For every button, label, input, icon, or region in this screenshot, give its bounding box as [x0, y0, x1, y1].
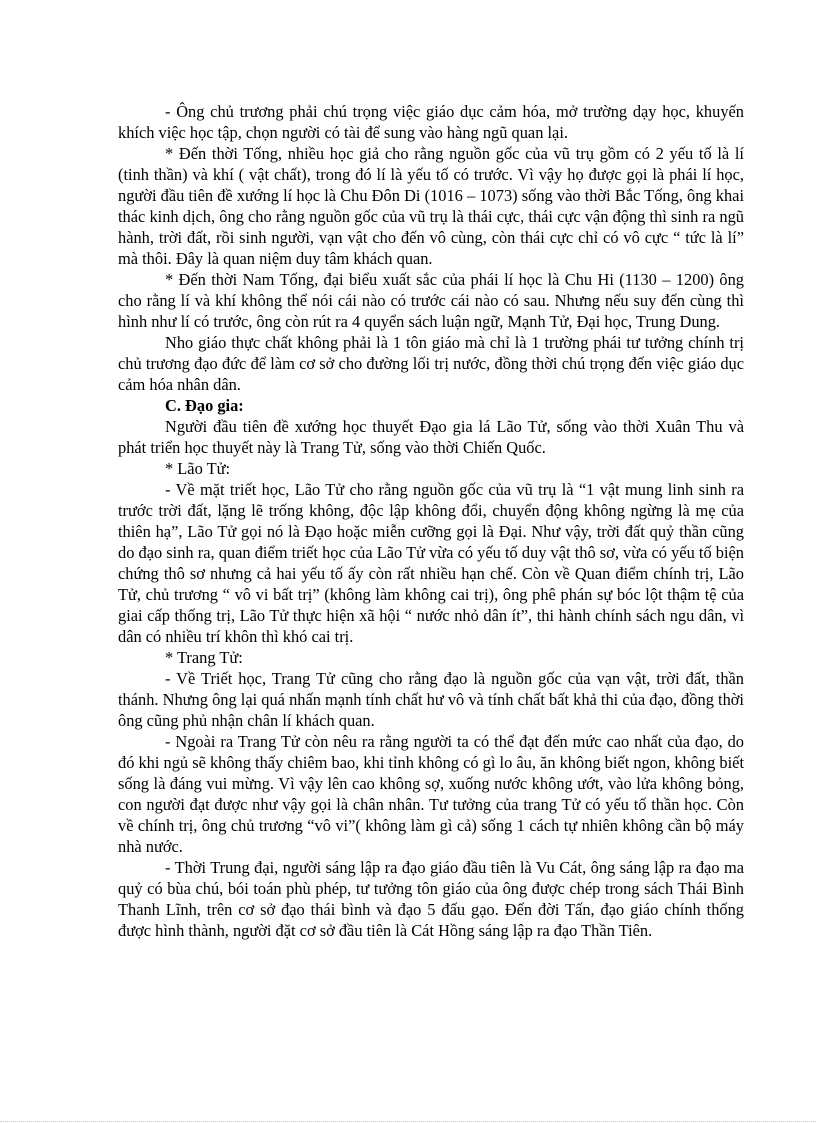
page-bottom-border — [0, 1121, 816, 1122]
paragraph: - Về mặt triết học, Lão Tử cho rằng nguồn gốc của vũ trụ là “1 vật mung linh sinh ra trước trời đất, lặng lẽ trống không, độc lập không đổi, chuyển động không ngừng là mẹ của thiên hạ”, Lão Tử gọi nó là Đạo hoặc miễn cưỡng gọi là Đại. Như vậy, trời đất quỷ thần cũng do đạo sinh ra, quan điểm triết học của Lão Tử vừa có yếu tố duy vật thô sơ, vừa có yếu tố biện chứng thô sơ nhưng cả hai yếu tố ấy còn rất nhiều hạn chế. Còn về Quan điểm chính trị, Lão Tử, chủ trương “ vô vi bất trị” (không làm không cai trị), ông phê phán sự bóc lột thậm tệ của giai cấp thống trị, Lão Tử thực hiện xã hội “ nước nhỏ dân ít”, thi hành chính sách ngu dân, vì dân có nhiều trí khôn thì khó cai trị. — [118, 480, 744, 646]
paragraph: - Ngoài ra Trang Tử còn nêu ra rằng người ta có thể đạt đến mức cao nhất của đạo, do đó khi ngủ sẽ không thấy chiêm bao, khi tỉnh không có gì lo âu, ăn không biết ngon, không biết sống là đáng vui mừng. Vì vậy lên cao không sợ, xuống nước không ướt, vào lửa không bỏng, con người đạt được như vậy gọi là chân nhân. Tư tưởng của trang Tử có yếu tố thần học. Còn về chính trị, ông chủ trương “vô vi”( không làm gì cả) sống 1 cách tự nhiên không cần bộ máy nhà nước. — [118, 732, 744, 856]
document-body — [118, 101, 744, 941]
paragraph: - Ông chủ trương phải chú trọng việc giáo dục cảm hóa, mở trường dạy học, khuyến khích việc học tập, chọn người có tài để sung vào hàng ngũ quan lại. — [118, 102, 744, 142]
subheading: * Trang Tử: — [165, 648, 243, 667]
paragraph: * Đến thời Nam Tống, đại biểu xuất sắc của phái lí học là Chu Hi (1130 – 1200) ông cho rằng lí và khí không thể nói cái nào có trước cái nào có sau. Nhưng nếu suy đến cùng thì hình như lí có trước, ông còn rút ra 4 quyển sách luận ngữ, Mạnh Tử, Đại học, Trung Dung. — [118, 270, 744, 331]
paragraph: Người đầu tiên đề xướng học thuyết Đạo gia lá Lão Tử, sống vào thời Xuân Thu và phát triển học thuyết này là Trang Tử, sống vào thời Chiến Quốc. — [118, 417, 744, 457]
paragraph: Nho giáo thực chất không phải là 1 tôn giáo mà chỉ là 1 trường phái tư tưởng chính trị chủ trương đạo đức để làm cơ sở cho đường lối trị nước, đồng thời chú trọng đến việc giáo dục cảm hóa nhân dân. — [118, 333, 744, 394]
paragraph: - Về Triết học, Trang Tử cũng cho rằng đạo là nguồn gốc của vạn vật, trời đất, thần thánh. Nhưng ông lại quá nhấn mạnh tính chất hư vô và tính chất bất khả thi của đạo, đồng thời ông cũng phủ nhận chân lí khách quan. — [118, 669, 744, 730]
subheading: * Lão Tử: — [165, 459, 231, 478]
paragraph: - Thời Trung đại, người sáng lập ra đạo giáo đầu tiên là Vu Cát, ông sáng lập ra đạo ma quỷ có bùa chú, bói toán phù phép, tư tưởng tôn giáo của ông được chép trong sách Thái Bình Thanh Lĩnh, trên cơ sở đạo thái bình và đạo 5 đấu gạo. Đến đời Tấn, đạo giáo chính thống được hình thành, người đặt cơ sở đầu tiên là Cát Hồng sáng lập ra đạo Thần Tiên. — [118, 858, 744, 940]
paragraph: * Đến thời Tống, nhiều học giả cho rằng nguồn gốc của vũ trụ gồm có 2 yếu tố là lí (tinh thần) và khí ( vật chất), trong đó lí là yếu tố có trước. Vì vậy họ được gọi là phái lí học, người đầu tiên đề xướng lí học là Chu Đôn Di (1016 – 1073) sống vào thời Bắc Tống, ông khai thác kinh dịch, ông cho rằng nguồn gốc của vũ trụ là thái cực, thái cực vận động thì sinh ra ngũ hành, trời đất, rồi sinh người, vạn vật cho đến vô cùng, còn thái cực chỉ có vô cực “ tức là lí” mà thôi. Đây là quan niệm duy tâm khách quan. — [118, 144, 744, 268]
section-heading: C. Đạo gia: — [165, 396, 244, 415]
